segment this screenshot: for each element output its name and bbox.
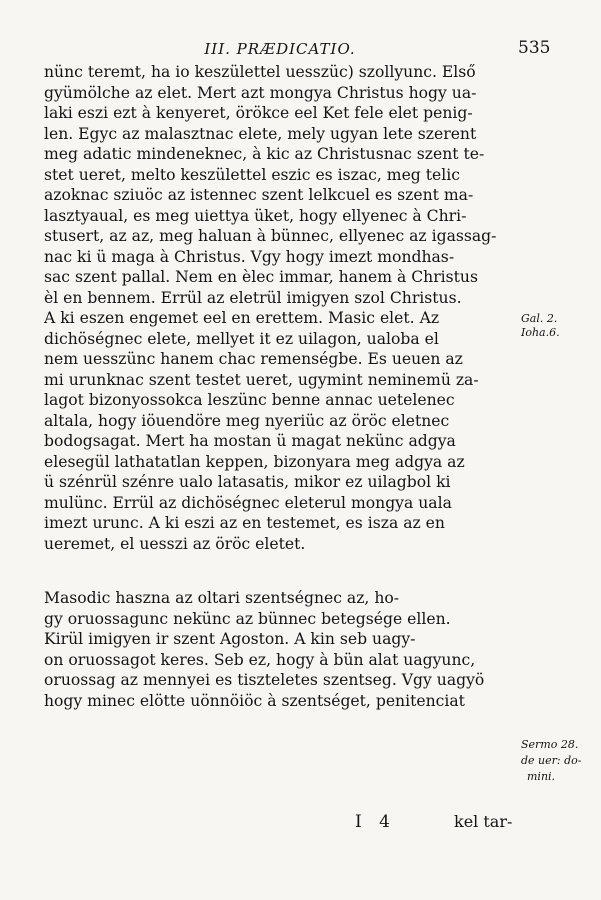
text-line: oruossag az mennyei es tiszteletes szentseg. Vgy uagyö <box>44 671 485 689</box>
page-number: 535 <box>518 38 551 58</box>
running-head: III. PRÆDICATIO. <box>204 40 356 58</box>
text-line: nac ki ü maga à Christus. Vgy hogy imezt mondhas- <box>44 247 455 266</box>
text-line: A ki eszen engemet eel en erettem. Masic elet. Az <box>44 309 440 327</box>
text-line: lasztyaual, es meg uiettya üket, hogy ellyenec à Chri- <box>44 206 467 225</box>
text-line: nem uesszünc hanem chac remenségbe. Es ueuen az <box>44 350 463 368</box>
text-line: hogy minec elötte uönnöiöc à szentséget, penitenciat <box>44 691 465 710</box>
text-line: nünc teremt, ha io keszülettel uesszüc) szollyunc. Első <box>44 63 476 81</box>
text-line: bodogsagat. Mert ha mostan ü magat nekünc adgya <box>44 432 456 450</box>
text-line: Masodic haszna az oltari szentségnec az, ho- <box>44 589 400 607</box>
margin-note-ioha: Ioha.6. <box>521 326 560 339</box>
paragraph-gap <box>44 554 514 588</box>
text-line: mulünc. Errül az dichöségnec eleterul mongya uala <box>44 493 452 512</box>
body-text <box>44 62 514 711</box>
text-line: stet ueret, melto keszülettel eszic es iszac, meg telic <box>44 165 460 184</box>
margin-note-sermo: Sermo 28. <box>521 738 579 751</box>
text-line: sac szent pallal. Nem en èlec immar, hanem à Christus <box>44 268 478 286</box>
margin-note-de-uer: de uer: do- <box>521 754 582 767</box>
text-line: èl en bennem. Errül az eletrül imigyen szol Christus. <box>44 288 462 307</box>
catchword: kel tar- <box>454 812 513 831</box>
text-line: Kirül imigyen ir szent Agoston. A kin seb uagy- <box>44 630 416 648</box>
text-line: altala, hogy iöuendöre meg nyeriüc az öröc eletnec <box>44 411 450 430</box>
margin-note-gal: Gal. 2. <box>521 312 558 325</box>
text-line: laki eszi ezt à kenyeret, örökce eel Ket fele elet penig- <box>44 104 473 122</box>
text-line: mi urunknac szent testet ueret, ugymint neminemü za- <box>44 370 479 389</box>
text-line: meg adatic mindeneknec, à kic az Christusnac szent te- <box>44 145 485 163</box>
text-line: azoknac sziuöc az istennec szent lelkcuel es szent ma- <box>44 186 474 204</box>
text-line: elesegül lathatatlan keppen, bizonyara meg adgya az <box>44 452 465 471</box>
signature-mark: I 4 <box>355 812 396 832</box>
text-line: on oruossagot keres. Seb ez, hogy à bün alat uagyunc, <box>44 650 476 669</box>
text-line: lagot bizonyossokca leszünc benne annac uetelenec <box>44 391 455 409</box>
text-line: dichöségnec elete, mellyet it ez uilagon, ualoba el <box>44 329 439 348</box>
text-line: gyümölche az elet. Mert azt mongya Christus hogy ua- <box>44 83 477 102</box>
text-line: gy oruossagunc nekünc az bünnec betegsége ellen. <box>44 609 451 628</box>
text-line: imezt urunc. A ki eszi az en testemet, es isza az en <box>44 514 445 532</box>
text-line: len. Egyc az malasztnac elete, mely ugyan lete szerent <box>44 124 477 143</box>
margin-note-mini: mini. <box>527 770 556 783</box>
text-line: ueremet, el uesszi az öröc eletet. <box>44 534 306 553</box>
text-line: stusert, az az, meg haluan à bünnec, ellyenec az igassag- <box>44 227 497 245</box>
text-line: ü szénrül szénre ualo latasatis, mikor ez uilagbol ki <box>44 473 451 491</box>
